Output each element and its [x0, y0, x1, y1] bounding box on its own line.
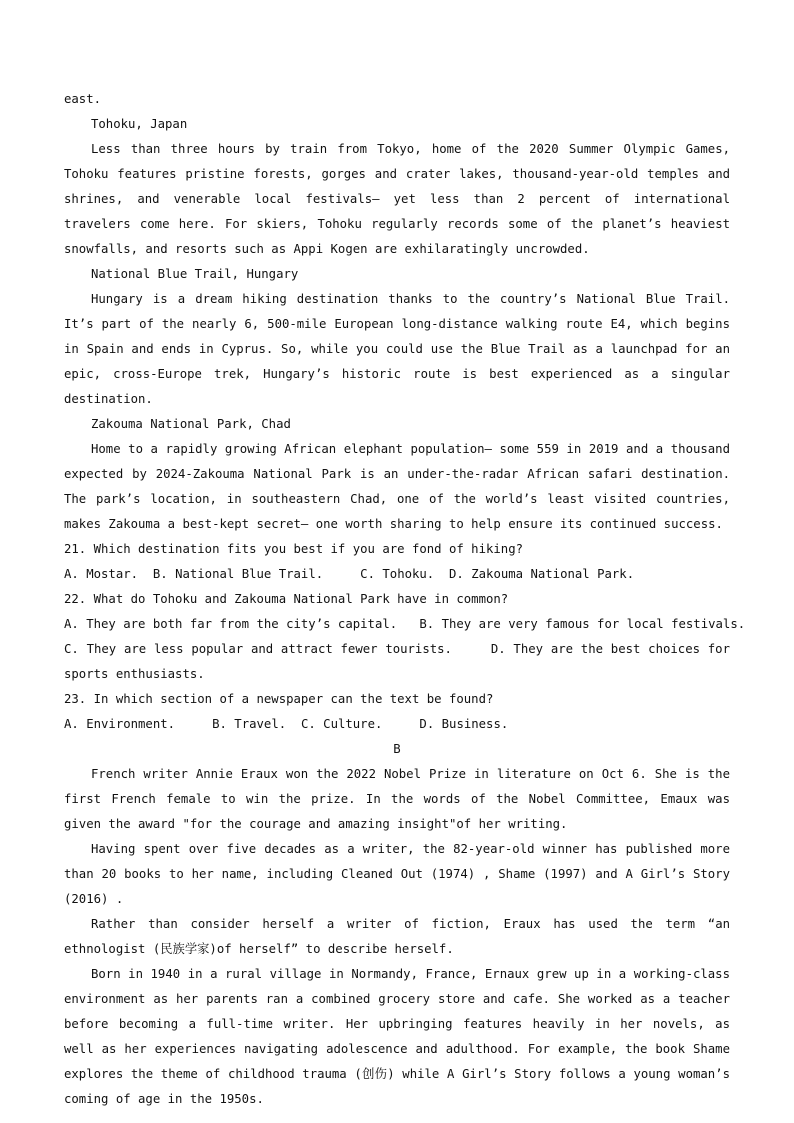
blue-trail-heading: National Blue Trail, Hungary	[91, 267, 299, 281]
section-b-paragraph-2: Having spent over five decades as a writer, the 82-year-old winner has published more than 20 books to her name, including Cleaned Out (1974) , Shame (1997) and A Girl’s Story (2016) .	[64, 842, 730, 906]
zakouma-paragraph: Home to a rapidly growing African elephant population— some 559 in 2019 and a thousand expected by 2024-Zakouma National Park is an under-the-radar African safari destination. The park’s location, in southeastern Chad, one of the world’s least visited countries, makes Zakouma a best-kept secret— one worth sharing to help ensure its continued success.	[64, 442, 730, 531]
question-23-option-c: C. Culture.	[300, 717, 383, 731]
question-21-option-b: B. National Blue Trail.	[152, 567, 324, 581]
blue-trail-paragraph: Hungary is a dream hiking destination thanks to the country’s National Blue Trail. It’s part of the nearly 6, 500-mile European long-distance walking route E4, which begins in Spain and ends in Cyprus. So, while you could use the Blue Trail as a launchpad for an epic, cross-Europe trek, Hungary’s historic route is best experienced as a singular destination.	[64, 292, 730, 406]
question-21-stem: 21. Which destination fits you best if you are fond of hiking?	[64, 542, 524, 556]
tohoku-paragraph: Less than three hours by train from Tokyo, home of the 2020 Summer Olympic Games, Tohoku features pristine forests, gorges and crater lakes, thousand-year-old temples and shrines, and venerable local festivals— yet less than 2 percent of international travelers come here. For skiers, Tohoku regularly records some of the planet’s heaviest snowfalls, and resorts such as Appi Kogen are exhilaratingly uncrowded.	[64, 142, 730, 256]
question-23-options	[64, 712, 730, 737]
question-23-option-b: B. Travel.	[212, 717, 287, 731]
question-22-option-d: D. They are the best choices for sports enthusiasts.	[64, 642, 730, 681]
question-22-option-b: B. They are very famous for local festivals.	[419, 617, 746, 631]
document-page	[64, 87, 746, 1112]
question-22-options-row2	[64, 637, 730, 687]
section-b-paragraph-1: French writer Annie Eraux won the 2022 Nobel Prize in literature on Oct 6. She is the first French female to win the prize. In the words of the Nobel Committee, Emaux was given the award "for the courage and amazing insight"of her writing.	[64, 767, 730, 831]
question-22-option-a: A. They are both far from the city’s capital.	[64, 617, 398, 631]
question-21-option-a: A. Mostar.	[64, 567, 139, 581]
question-22-stem: 22. What do Tohoku and Zakouma National Park have in common?	[64, 592, 509, 606]
question-22-option-c: C. They are less popular and attract fewer tourists.	[64, 642, 452, 656]
intro-end-text: east.	[64, 92, 102, 106]
question-23-option-a: A. Environment.	[64, 717, 176, 731]
question-22-options-row1	[64, 612, 746, 637]
section-b-paragraph-3: Rather than consider herself a writer of fiction, Eraux has used the term “an ethnologist (民族学家)of herself” to describe herself.	[64, 917, 730, 956]
question-23-option-d: D. Business.	[419, 717, 509, 731]
tohoku-heading: Tohoku, Japan	[91, 117, 188, 131]
section-b-heading: B	[393, 742, 401, 756]
zakouma-heading: Zakouma National Park, Chad	[91, 417, 291, 431]
question-23-stem: 23. In which section of a newspaper can the text be found?	[64, 692, 494, 706]
question-21-options	[64, 562, 730, 587]
section-b-paragraph-4: Born in 1940 in a rural village in Normandy, France, Ernaux grew up in a working-class environment as her parents ran a combined grocery store and cafe. She worked as a teacher before becoming a full-time writer. Her upbringing features heavily in her novels, as well as her experiences navigating adolescence and adulthood. For example, the book Shame explores the theme of childhood trauma (创伤) while A Girl’s Story follows a young woman’s coming of age in the 1950s.	[64, 967, 730, 1106]
question-21-option-d: D. Zakouma National Park.	[449, 567, 635, 581]
question-21-option-c: C. Tohoku.	[360, 567, 435, 581]
